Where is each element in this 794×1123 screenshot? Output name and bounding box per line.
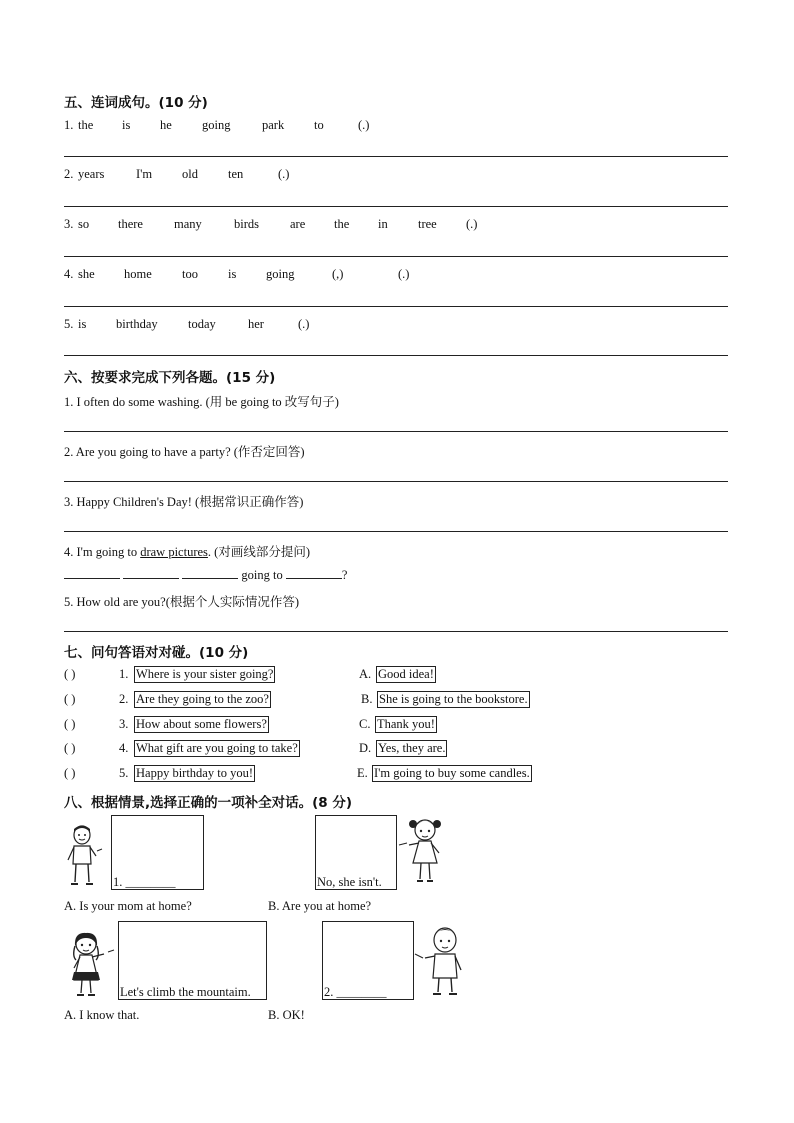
answer-text: going to — [238, 568, 286, 582]
answer-paren[interactable]: ( ) — [64, 692, 76, 706]
q-number: 5. — [64, 317, 74, 331]
word: I'm — [136, 167, 153, 181]
option-b[interactable]: B. Are you at home? — [268, 899, 372, 913]
word: today — [188, 317, 216, 331]
q4-instruction: . (对画线部分提问) — [207, 545, 310, 559]
word: too — [182, 267, 198, 281]
underlined-phrase: draw pictures — [140, 545, 208, 559]
punct: (,) — [332, 267, 344, 281]
option-a[interactable]: A. Is your mom at home? — [64, 899, 192, 913]
word: old — [182, 167, 198, 181]
word: ten — [228, 167, 244, 181]
answer-line[interactable] — [64, 431, 728, 432]
speech-bubble-3 — [118, 921, 267, 1000]
speech-bubble-4[interactable] — [322, 921, 414, 1000]
s6-question-1: 1. I often do some washing. (用 be going to 改写句子) — [64, 395, 339, 409]
answer-letter: C. — [359, 717, 371, 731]
answer-box: She is going to the bookstore. — [379, 692, 528, 706]
section-5-heading: 五、连词成句。(10 分) — [64, 95, 208, 111]
answer-box: Yes, they are. — [378, 741, 446, 755]
answer-line[interactable] — [64, 256, 728, 257]
answer-letter: E. — [357, 766, 368, 780]
question-box: Where is your sister going? — [136, 667, 274, 681]
word: birds — [234, 217, 259, 231]
boy-illustration — [64, 822, 106, 888]
word: her — [248, 317, 264, 331]
punct: (.) — [298, 317, 310, 331]
answer-line[interactable] — [64, 206, 728, 207]
word: the — [78, 118, 94, 132]
s6-question-2: 2. Are you going to have a party? (作否定回答) — [64, 445, 305, 459]
question-box: What gift are you going to take? — [136, 741, 298, 755]
word: to — [314, 118, 324, 132]
speech-bubble-1[interactable] — [111, 815, 204, 890]
boy-illustration — [413, 924, 467, 998]
word: years — [78, 167, 105, 181]
punct: (.) — [466, 217, 478, 231]
question-box: How about some flowers? — [136, 717, 267, 731]
blank[interactable] — [182, 567, 238, 579]
blank[interactable] — [286, 567, 342, 579]
word: he — [160, 118, 172, 132]
girl-illustration — [64, 930, 116, 998]
q-number: 4. — [64, 267, 74, 281]
answer-line[interactable] — [64, 481, 728, 482]
q-number: 4. — [119, 741, 129, 755]
answer-punct: ? — [341, 568, 348, 582]
answer-letter: B. — [361, 692, 373, 706]
s6-q4-answer-line — [64, 567, 347, 583]
section-8-heading: 八、根据情景,选择正确的一项补全对话。(8 分) — [64, 795, 353, 811]
q-number: 3. — [64, 217, 74, 231]
word: is — [228, 267, 237, 281]
punct: (.) — [358, 118, 370, 132]
word: so — [78, 217, 90, 231]
question-box: Are they going to the zoo? — [136, 692, 269, 706]
answer-paren[interactable]: ( ) — [64, 741, 76, 755]
q4-text: 4. I'm going to — [64, 545, 141, 559]
answer-line[interactable] — [64, 306, 728, 307]
q-number: 2. — [64, 167, 74, 181]
q-number: 2. — [119, 692, 129, 706]
punct: (.) — [278, 167, 290, 181]
word: she — [78, 267, 95, 281]
answer-paren[interactable]: ( ) — [64, 766, 76, 780]
speech-bubble-2 — [315, 815, 397, 890]
option-b[interactable]: B. OK! — [268, 1008, 305, 1022]
word: park — [262, 118, 285, 132]
word: there — [118, 217, 143, 231]
bubble-text: No, she isn't. — [317, 875, 382, 889]
girl-illustration — [395, 815, 447, 885]
s6-question-4 — [64, 542, 310, 560]
word: the — [334, 217, 350, 231]
answer-letter: A. — [359, 667, 372, 681]
blank[interactable] — [64, 567, 120, 579]
section-6-heading: 六、按要求完成下列各题。(15 分) — [64, 370, 276, 386]
word: tree — [418, 217, 437, 231]
answer-line[interactable] — [64, 355, 728, 356]
word: many — [174, 217, 202, 231]
question-box: Happy birthday to you! — [136, 766, 253, 780]
q-number: 1. — [64, 118, 74, 132]
bubble-text: 1. ________ — [113, 875, 176, 889]
word: is — [122, 118, 131, 132]
option-a[interactable]: A. I know that. — [64, 1008, 140, 1022]
answer-box: Thank you! — [377, 717, 435, 731]
answer-box: Good idea! — [378, 667, 434, 681]
word: birthday — [116, 317, 158, 331]
answer-line[interactable] — [64, 631, 728, 632]
section-7-heading: 七、问句答语对对碰。(10 分) — [64, 645, 249, 661]
blank[interactable] — [123, 567, 179, 579]
answer-line[interactable] — [64, 156, 728, 157]
answer-paren[interactable]: ( ) — [64, 667, 76, 681]
s6-question-3: 3. Happy Children's Day! (根据常识正确作答) — [64, 495, 304, 509]
s6-question-5: 5. How old are you?(根据个人实际情况作答) — [64, 595, 300, 609]
bubble-text: Let's climb the mountaim. — [120, 985, 251, 999]
punct: (.) — [398, 267, 410, 281]
answer-line[interactable] — [64, 531, 728, 532]
word: going — [202, 118, 231, 132]
word: going — [266, 267, 295, 281]
word: is — [78, 317, 87, 331]
word: in — [378, 217, 388, 231]
q-number: 1. — [119, 667, 129, 681]
word: home — [124, 267, 152, 281]
answer-letter: D. — [359, 741, 372, 755]
bubble-text: 2. ________ — [324, 985, 387, 999]
q-number: 5. — [119, 766, 129, 780]
word: are — [290, 217, 306, 231]
answer-box: I'm going to buy some candles. — [374, 766, 530, 780]
answer-paren[interactable]: ( ) — [64, 717, 76, 731]
q-number: 3. — [119, 717, 129, 731]
